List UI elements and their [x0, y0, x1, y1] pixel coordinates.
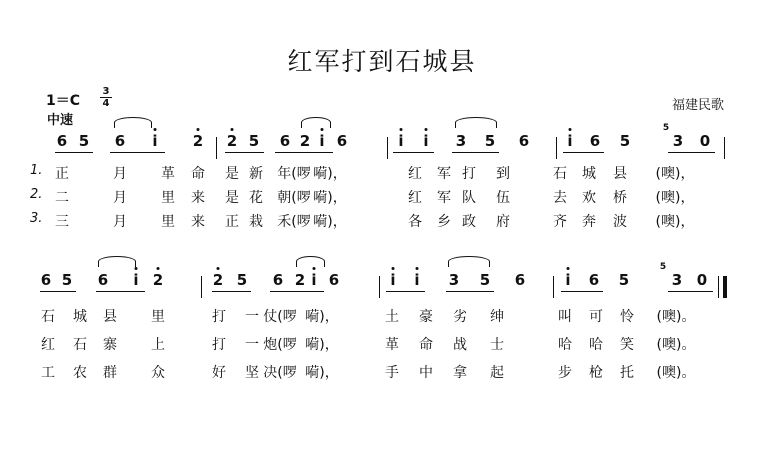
note: 6 — [97, 271, 109, 289]
beam-underline — [110, 152, 165, 153]
lyric-syllable: (噢)， — [655, 214, 695, 230]
lyric-syllable: 起 — [490, 365, 504, 381]
note: i — [311, 271, 317, 289]
lyric-syllable: 石 — [553, 166, 567, 182]
lyric-syllable: 月 — [113, 166, 127, 182]
lyric-syllable: 嗬)， — [305, 309, 339, 325]
lyric-syllable: 奔 — [582, 214, 596, 230]
note: 5 — [236, 271, 248, 289]
lyric-syllable: 怜 — [620, 309, 634, 325]
lyric-syllable: 县 — [613, 166, 627, 182]
note: 6 — [114, 132, 126, 150]
lyric-syllable: 三 — [55, 214, 69, 230]
lyric-syllable: 府 — [496, 214, 510, 230]
verse-number: 2. — [30, 187, 43, 202]
slur — [455, 117, 497, 128]
note: 6 — [514, 271, 526, 289]
lyric-syllable: 嗬)， — [305, 337, 339, 353]
lyric-syllable: 叫 — [558, 309, 572, 325]
lyric-syllable: 城 — [582, 166, 596, 182]
slur — [296, 256, 325, 267]
note: i — [319, 132, 325, 150]
beam-underline — [668, 152, 715, 153]
lyric-syllable: 土 — [385, 309, 399, 325]
lyric-syllable: 众 — [151, 365, 165, 381]
lyric-syllable: 劣 — [453, 309, 467, 325]
lyric-syllable: 可 — [589, 309, 603, 325]
lyric-syllable: 来 — [191, 214, 205, 230]
lyric-syllable: 里 — [151, 309, 165, 325]
lyric-syllable: 县 — [103, 309, 117, 325]
octave-dot — [154, 128, 157, 131]
lyric-syllable: 嗬)， — [313, 214, 347, 230]
barline — [718, 276, 719, 298]
beam-underline — [668, 291, 713, 292]
lyric-syllable: 各 — [408, 214, 422, 230]
note: i — [398, 132, 404, 150]
note: 2 — [299, 132, 311, 150]
note: 3 — [672, 132, 684, 150]
lyric-syllable: 到 — [496, 166, 510, 182]
note: 6 — [328, 271, 340, 289]
lyric-syllable: 打 — [462, 166, 476, 182]
lyric-syllable: 豪 — [419, 309, 433, 325]
lyric-syllable: 朝(啰 — [277, 190, 311, 206]
lyric-syllable: 月 — [113, 214, 127, 230]
lyric-syllable: 嗬)， — [313, 166, 347, 182]
lyric-syllable: 城 — [73, 309, 87, 325]
beam-underline — [275, 152, 333, 153]
note: 0 — [696, 271, 708, 289]
tempo-marking: 中速 — [47, 113, 74, 128]
note: 6 — [588, 271, 600, 289]
octave-dot — [135, 267, 138, 270]
note: 6 — [56, 132, 68, 150]
note: 0 — [699, 132, 711, 150]
lyric-syllable: 齐 — [553, 214, 567, 230]
lyric-syllable: 是 — [225, 190, 239, 206]
lyric-syllable: 波 — [613, 214, 627, 230]
lyric-syllable: 步 — [558, 365, 572, 381]
lyric-syllable: 炮(啰 — [263, 337, 297, 353]
note: 5 — [484, 132, 496, 150]
slur — [114, 117, 152, 128]
lyric-syllable: 花 — [249, 190, 263, 206]
beam-underline — [561, 291, 603, 292]
lyric-syllable: 月 — [113, 190, 127, 206]
slur — [301, 117, 331, 128]
lyric-syllable: 石 — [73, 337, 87, 353]
lyric-syllable: 禾(啰 — [277, 214, 311, 230]
note: 6 — [40, 271, 52, 289]
verse-number: 1. — [30, 163, 43, 178]
beam-underline — [563, 152, 604, 153]
beam-underline — [386, 291, 425, 292]
verse-number: 3. — [30, 211, 43, 226]
lyric-syllable: 队 — [462, 190, 476, 206]
beam-underline — [225, 152, 264, 153]
note: 2 — [226, 132, 238, 150]
final-barline — [723, 276, 727, 298]
octave-dot — [425, 128, 428, 131]
grace-note: 5 — [659, 262, 667, 272]
lyric-syllable: 欢 — [582, 190, 596, 206]
lyric-syllable: 红 — [41, 337, 55, 353]
slur — [98, 256, 136, 267]
lyric-syllable: 一 — [245, 337, 259, 353]
lyric-syllable: 里 — [161, 190, 175, 206]
octave-dot — [569, 128, 572, 131]
note: 2 — [294, 271, 306, 289]
octave-dot — [157, 267, 160, 270]
note: i — [565, 271, 571, 289]
time-signature-denominator: 4 — [102, 98, 110, 109]
lyric-syllable: 命 — [419, 337, 433, 353]
lyric-syllable: 一 — [245, 309, 259, 325]
lyric-syllable: 上 — [151, 337, 165, 353]
lyric-syllable: 革 — [385, 337, 399, 353]
note: 5 — [618, 271, 630, 289]
lyric-syllable: 嗬)， — [305, 365, 339, 381]
note: 6 — [272, 271, 284, 289]
lyric-syllable: 好 — [212, 365, 226, 381]
beam-underline — [452, 152, 499, 153]
barline — [216, 137, 217, 159]
lyric-syllable: 二 — [55, 190, 69, 206]
lyric-syllable: (噢)， — [655, 166, 695, 182]
lyric-syllable: 群 — [103, 365, 117, 381]
slur — [448, 256, 490, 267]
note: i — [414, 271, 420, 289]
barline — [201, 276, 202, 298]
note: i — [390, 271, 396, 289]
note: i — [567, 132, 573, 150]
beam-underline — [446, 291, 494, 292]
grace-note: 5 — [662, 123, 670, 133]
lyric-syllable: 仗(啰 — [263, 309, 297, 325]
song-source: 福建民歌 — [672, 98, 725, 113]
lyric-syllable: 手 — [385, 365, 399, 381]
lyric-syllable: 哈 — [589, 337, 603, 353]
lyric-syllable: 拿 — [453, 365, 467, 381]
octave-dot — [313, 267, 316, 270]
lyric-syllable: 来 — [191, 190, 205, 206]
lyric-syllable: 打 — [212, 337, 226, 353]
barline — [379, 276, 380, 298]
lyric-syllable: 政 — [462, 214, 476, 230]
note: i — [423, 132, 429, 150]
lyric-syllable: 伍 — [496, 190, 510, 206]
note: 2 — [192, 132, 204, 150]
octave-dot — [197, 128, 200, 131]
lyric-syllable: 新 — [249, 166, 263, 182]
barline — [724, 137, 725, 159]
lyric-syllable: 是 — [225, 166, 239, 182]
beam-underline — [393, 152, 434, 153]
lyric-syllable: 坚 — [245, 365, 259, 381]
lyric-syllable: 命 — [191, 166, 205, 182]
octave-dot — [321, 128, 324, 131]
lyric-syllable: 战 — [453, 337, 467, 353]
lyric-syllable: (噢)。 — [656, 309, 696, 325]
lyric-syllable: 哈 — [558, 337, 572, 353]
barline — [556, 137, 557, 159]
lyric-syllable: (噢)， — [655, 190, 695, 206]
song-title: 红军打到石城县 — [287, 47, 477, 76]
lyric-syllable: 乡 — [437, 214, 451, 230]
note: 5 — [248, 132, 260, 150]
note: 6 — [336, 132, 348, 150]
lyric-syllable: 军 — [437, 190, 451, 206]
note: i — [152, 132, 158, 150]
octave-dot — [416, 267, 419, 270]
beam-underline — [55, 152, 93, 153]
lyric-syllable: (噢)。 — [656, 337, 696, 353]
key-signature: 1＝C — [46, 93, 81, 109]
lyric-syllable: 中 — [419, 365, 433, 381]
octave-dot — [567, 267, 570, 270]
lyric-syllable: 枪 — [589, 365, 603, 381]
lyric-syllable: 里 — [161, 214, 175, 230]
lyric-syllable: 革 — [161, 166, 175, 182]
beam-underline — [212, 291, 251, 292]
octave-dot — [392, 267, 395, 270]
lyric-syllable: 打 — [212, 309, 226, 325]
lyric-syllable: 正 — [225, 214, 239, 230]
lyric-syllable: 笑 — [620, 337, 634, 353]
beam-underline — [40, 291, 76, 292]
lyric-syllable: 托 — [620, 365, 634, 381]
time-signature — [100, 87, 112, 108]
lyric-syllable: 去 — [553, 190, 567, 206]
lyric-syllable: 决(啰 — [263, 365, 297, 381]
lyric-syllable: 嗬)， — [313, 190, 347, 206]
note: 6 — [518, 132, 530, 150]
beam-underline — [96, 291, 145, 292]
lyric-syllable: 农 — [73, 365, 87, 381]
barline — [387, 137, 388, 159]
octave-dot — [217, 267, 220, 270]
lyric-syllable: 石 — [41, 309, 55, 325]
barline — [553, 276, 554, 298]
note: 3 — [455, 132, 467, 150]
note: 3 — [448, 271, 460, 289]
octave-dot — [231, 128, 234, 131]
lyric-syllable: 桥 — [613, 190, 627, 206]
note: 2 — [212, 271, 224, 289]
lyric-syllable: 寨 — [103, 337, 117, 353]
lyric-syllable: 栽 — [249, 214, 263, 230]
note: 3 — [671, 271, 683, 289]
lyric-syllable: 军 — [437, 166, 451, 182]
lyric-syllable: 绅 — [490, 309, 504, 325]
note: 6 — [279, 132, 291, 150]
lyric-syllable: 工 — [41, 365, 55, 381]
note: i — [133, 271, 139, 289]
beam-underline — [270, 291, 324, 292]
note: 6 — [589, 132, 601, 150]
lyric-syllable: 红 — [408, 190, 422, 206]
lyric-syllable: 年(啰 — [277, 166, 311, 182]
lyric-syllable: (噢)。 — [656, 365, 696, 381]
lyric-syllable: 正 — [55, 166, 69, 182]
note: 5 — [78, 132, 90, 150]
note: 5 — [61, 271, 73, 289]
octave-dot — [400, 128, 403, 131]
note: 5 — [619, 132, 631, 150]
lyric-syllable: 士 — [490, 337, 504, 353]
note: 2 — [152, 271, 164, 289]
time-signature-numerator: 3 — [102, 86, 110, 97]
lyric-syllable: 红 — [408, 166, 422, 182]
note: 5 — [479, 271, 491, 289]
